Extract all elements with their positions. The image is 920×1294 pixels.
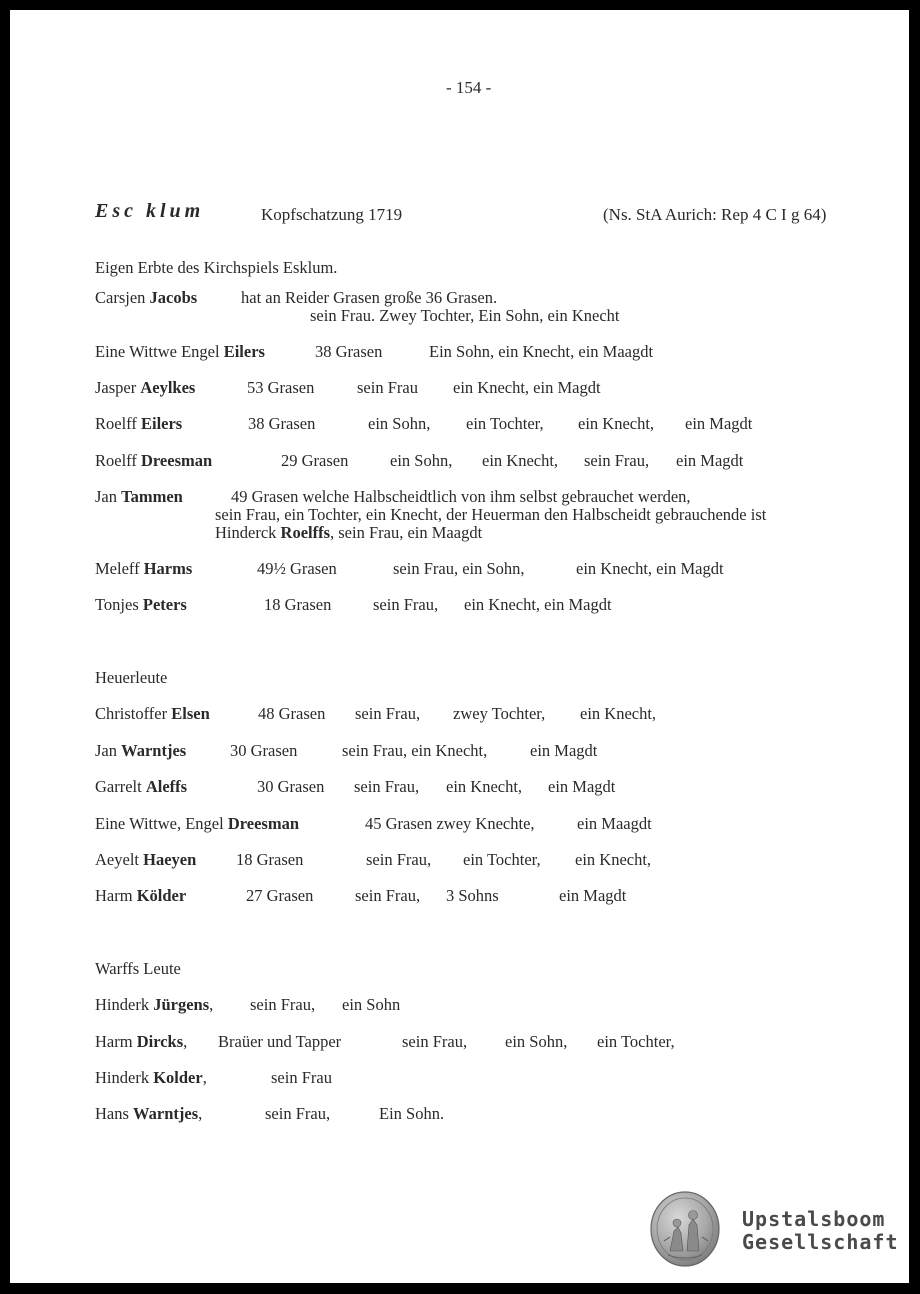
entry-text: sein Frau,	[355, 704, 421, 723]
document-page	[10, 10, 909, 1283]
entry-name: Eine Wittwe, Engel Dreesman	[95, 814, 300, 833]
entry-name: Harm Kölder	[95, 886, 187, 905]
entry-text: sein Frau, ein Tochter, ein Knecht, der Heuerman den Halbscheidt gebrauchende ist	[215, 505, 767, 524]
section-heading: Heuerleute	[95, 668, 168, 687]
entry-text: ein Sohn,	[505, 1032, 568, 1051]
entry-name: Roelff Eilers	[95, 414, 183, 433]
entry-text: sein Frau. Zwey Tochter, Ein Sohn, ein Knecht	[310, 306, 620, 325]
entry-name: Hans Warntjes,	[95, 1104, 203, 1123]
entry-text: sein Frau,	[265, 1104, 331, 1123]
page-number: - 154 -	[446, 78, 492, 97]
entry-text: 30 Grasen	[230, 741, 298, 760]
entry-text: ein Knecht,	[578, 414, 655, 433]
entry-text: sein Frau,	[366, 850, 432, 869]
entry-name: Eine Wittwe Engel Eilers	[95, 342, 265, 361]
organization-name	[742, 1208, 899, 1254]
org-line-1: Upstalsboom	[742, 1207, 886, 1231]
entry-text: 27 Grasen	[246, 886, 314, 905]
entry-text: sein Frau,	[355, 886, 421, 905]
entry-text: sein Frau,	[354, 777, 420, 796]
entry-text: ein Sohn	[342, 995, 401, 1014]
entry-text: ein Maagdt	[577, 814, 652, 833]
entry-name: Hinderk Jürgens,	[95, 995, 214, 1014]
entry-name: Harm Dircks,	[95, 1032, 188, 1051]
entry-name: Jasper Aeylkes	[95, 378, 196, 397]
entry-name: Roelff Dreesman	[95, 451, 213, 470]
section-heading: Warffs Leute	[95, 959, 181, 978]
entry-text: ein Knecht,	[446, 777, 523, 796]
entry-name: Jan Tammen	[95, 487, 183, 506]
entry-text: sein Frau	[271, 1068, 332, 1087]
entry-text: ein Magdt	[676, 451, 744, 470]
entry-text: ein Knecht,	[580, 704, 657, 723]
entry-text: ein Tochter,	[463, 850, 541, 869]
archive-source: (Ns. StA Aurich: Rep 4 C I g 64)	[603, 205, 827, 224]
entry-text: 18 Grasen	[264, 595, 332, 614]
entry-text: 38 Grasen	[248, 414, 316, 433]
entry-text: Braüer und Tapper	[218, 1032, 342, 1051]
entry-text: 18 Grasen	[236, 850, 304, 869]
entry-text: Hinderck Roelffs, sein Frau, ein Maagdt	[215, 523, 483, 542]
entry-name: Tonjes Peters	[95, 595, 187, 614]
entry-text: zwey Tochter,	[453, 704, 546, 723]
place-title: Esc klum	[95, 200, 205, 222]
entry-text: 48 Grasen	[258, 704, 326, 723]
entry-text: ein Magdt	[530, 741, 598, 760]
entry-name: Meleff Harms	[95, 559, 193, 578]
entry-text: ein Knecht,	[482, 451, 559, 470]
entry-text: sein Frau,	[250, 995, 316, 1014]
entry-text: 38 Grasen	[315, 342, 383, 361]
entry-text: ein Sohn,	[390, 451, 453, 470]
entry-text: sein Frau, ein Knecht,	[342, 741, 488, 760]
entry-text: ein Knecht, ein Magdt	[576, 559, 724, 578]
entry-text: sein Frau,	[584, 451, 650, 470]
entry-name: Carsjen Jacobs	[95, 288, 198, 307]
entry-text: 53 Grasen	[247, 378, 315, 397]
entry-name: Jan Warntjes	[95, 741, 187, 760]
entry-text: Ein Sohn, ein Knecht, ein Maagdt	[429, 342, 654, 361]
entry-text: 49½ Grasen	[257, 559, 337, 578]
entry-text: ein Tochter,	[597, 1032, 675, 1051]
entry-text: sein Frau,	[373, 595, 439, 614]
org-line-2: Gesellschaft	[742, 1230, 899, 1254]
entry-text: ein Knecht,	[575, 850, 652, 869]
entry-text: ein Sohn,	[368, 414, 431, 433]
entry-text: ein Knecht, ein Magdt	[464, 595, 612, 614]
entry-text: Ein Sohn.	[379, 1104, 445, 1123]
entry-text: ein Magdt	[685, 414, 753, 433]
entry-text: sein Frau,	[402, 1032, 468, 1051]
entry-name: Aeyelt Haeyen	[95, 850, 197, 869]
entry-text: sein Frau, ein Sohn,	[393, 559, 525, 578]
entry-text: 45 Grasen zwey Knechte,	[365, 814, 535, 833]
entry-name: Garrelt Aleffs	[95, 777, 188, 796]
entry-text: ein Magdt	[548, 777, 616, 796]
section-heading: Eigen Erbte des Kirchspiels Esklum.	[95, 258, 338, 277]
entry-text: 29 Grasen	[281, 451, 349, 470]
entry-text: 49 Grasen welche Halbscheidtlich von ihm selbst gebrauchet werden,	[231, 487, 691, 506]
entry-text: sein Frau	[357, 378, 418, 397]
entry-name: Christoffer Elsen	[95, 704, 210, 723]
entry-text: 3 Sohns	[446, 886, 499, 905]
entry-text: ein Tochter,	[466, 414, 544, 433]
entry-text: hat an Reider Grasen große 36 Grasen.	[241, 288, 498, 307]
entry-text: ein Magdt	[559, 886, 627, 905]
entry-name: Hinderk Kolder,	[95, 1068, 207, 1087]
society-seal-icon	[650, 1191, 720, 1267]
entry-text: ein Knecht, ein Magdt	[453, 378, 601, 397]
entry-text: 30 Grasen	[257, 777, 325, 796]
document-title: Kopfschatzung 1719	[261, 205, 403, 224]
